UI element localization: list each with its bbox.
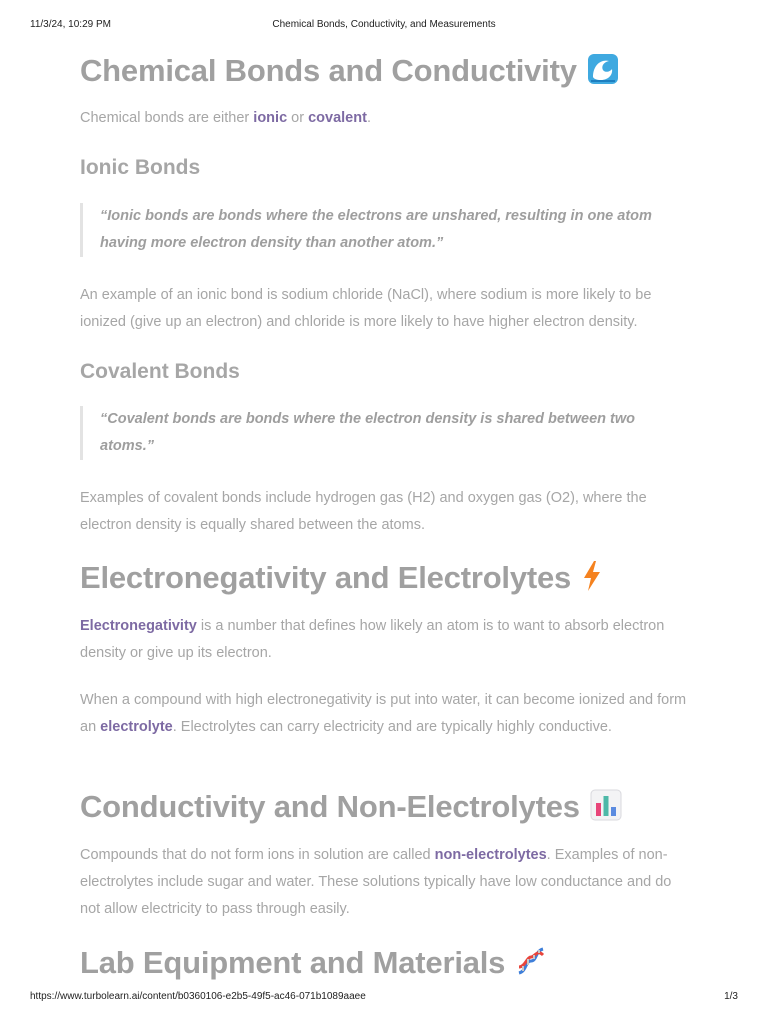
ionic-body: An example of an ionic bond is sodium chloride (NaCl), where sodium is more likely to be ionized (give up an electron) and chloride is more likely to have higher electron density.	[80, 287, 652, 330]
print-page-number: 1/3	[724, 991, 738, 1002]
print-url: https://www.turbolearn.ai/content/b0360106-e2b5-49f5-ac46-071b1089aaee	[30, 991, 366, 1002]
ionic-quote	[80, 203, 700, 257]
print-footer	[0, 991, 768, 1005]
covalent-quote	[80, 406, 700, 460]
print-datetime: 11/3/24, 10:29 PM	[30, 19, 111, 30]
print-title: Chemical Bonds, Conductivity, and Measurements	[272, 19, 496, 30]
non-electrolytes-body: Compounds that do not form ions in solution are called non-electrolytes. Examples of non-electrolytes include sugar and water. These solutions typically have low conductance and do not allow electricity to pass through easily.	[80, 847, 672, 917]
heading-chemical-bonds: Chemical Bonds and Conductivity	[80, 53, 619, 93]
heading-covalent-bonds: Covalent Bonds	[80, 360, 240, 383]
dna-icon	[515, 945, 547, 985]
electronegativity-body: Electronegativity is a number that defines how likely an atom is to want to absorb electron density or give up its electron.	[80, 618, 665, 661]
heading-lab-equipment: Lab Equipment and Materials	[80, 945, 547, 985]
heading-conductivity: Conductivity and Non-Electrolytes	[80, 789, 622, 829]
covalent-body: Examples of covalent bonds include hydrogen gas (H2) and oxygen gas (O2), where the electron density is equally shared between the atoms.	[80, 490, 647, 533]
covalent-quote-text: “Covalent bonds are bonds where the electron density is shared between two atoms.”	[100, 411, 636, 454]
keyword-electrolyte: electrolyte	[100, 719, 173, 735]
lightning-icon	[581, 560, 603, 600]
ionic-quote-text: “Ionic bonds are bonds where the electrons are unshared, resulting in one atom having more electron density than another atom.”	[100, 208, 652, 251]
keyword-electronegativity: Electronegativity	[80, 618, 197, 634]
electrolyte-body: When a compound with high electronegativity is put into water, it can become ionized and form an electrolyte. Electrolytes can carry electricity and are typically highly conductive.	[80, 692, 687, 735]
keyword-ionic: ionic	[253, 110, 288, 126]
bar-chart-icon	[590, 789, 622, 829]
bonds-intro: Chemical bonds are either ionic or covalent.	[80, 110, 371, 126]
keyword-covalent: covalent	[308, 110, 367, 126]
keyword-non-electrolytes: non-electrolytes	[434, 847, 547, 863]
heading-electronegativity: Electronegativity and Electrolytes	[80, 560, 603, 600]
print-header	[0, 19, 768, 33]
heading-ionic-bonds: Ionic Bonds	[80, 156, 201, 179]
wave-icon	[587, 53, 619, 93]
